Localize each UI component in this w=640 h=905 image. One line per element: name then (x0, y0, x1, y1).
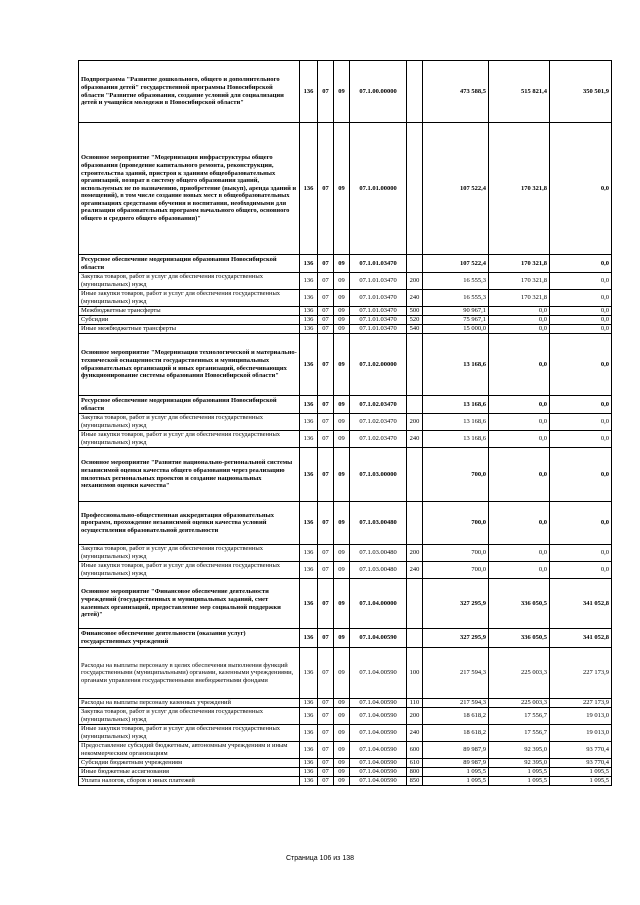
row-amount-year1-cell: 90 967,1 (423, 307, 489, 316)
row-amount-year3-cell: 19 013,0 (550, 708, 612, 725)
row-amount-year1-cell: 700,0 (423, 545, 489, 562)
row-subsection-cell: 09 (334, 316, 350, 325)
row-amount-year2-cell: 515 821,4 (489, 61, 550, 123)
row-grbs-cell: 136 (300, 396, 318, 414)
row-expense-type-cell: 520 (407, 316, 423, 325)
row-amount-year1-cell: 700,0 (423, 502, 489, 545)
row-section-cell: 07 (318, 708, 334, 725)
row-amount-year1-cell: 1 095,5 (423, 768, 489, 777)
row-section-cell: 07 (318, 725, 334, 742)
row-target-article-cell: 07.1.04.00590 (350, 629, 407, 648)
row-amount-year1-cell: 89 987,9 (423, 759, 489, 768)
row-expense-type-cell (407, 448, 423, 502)
row-section-cell: 07 (318, 123, 334, 255)
row-target-article-cell: 07.1.04.00590 (350, 699, 407, 708)
row-amount-year1-cell: 16 555,3 (423, 273, 489, 290)
row-amount-year3-cell: 227 173,9 (550, 699, 612, 708)
row-section-cell: 07 (318, 579, 334, 629)
row-target-article-cell: 07.1.01.03470 (350, 307, 407, 316)
row-name-cell: Иные закупки товаров, работ и услуг для обеспечения государственных (муниципальных) нужд (79, 290, 300, 307)
row-target-article-cell: 07.1.04.00590 (350, 648, 407, 699)
row-amount-year1-cell: 217 594,3 (423, 648, 489, 699)
row-grbs-cell: 136 (300, 708, 318, 725)
row-amount-year2-cell: 17 556,7 (489, 725, 550, 742)
row-amount-year2-cell: 1 095,5 (489, 768, 550, 777)
row-expense-type-cell: 240 (407, 725, 423, 742)
row-amount-year3-cell: 19 013,0 (550, 725, 612, 742)
row-grbs-cell: 136 (300, 448, 318, 502)
row-amount-year2-cell: 336 050,5 (489, 579, 550, 629)
row-grbs-cell: 136 (300, 699, 318, 708)
row-subsection-cell: 09 (334, 579, 350, 629)
row-target-article-cell: 07.1.02.03470 (350, 396, 407, 414)
row-name-cell: Закупка товаров, работ и услуг для обеспечения государственных (муниципальных) нужд (79, 708, 300, 725)
row-target-article-cell: 07.1.04.00590 (350, 742, 407, 759)
row-subsection-cell: 09 (334, 61, 350, 123)
row-subsection-cell: 09 (334, 708, 350, 725)
row-target-article-cell: 07.1.02.03470 (350, 431, 407, 448)
row-name-cell: Иные закупки товаров, работ и услуг для обеспечения государственных (муниципальных) нужд (79, 431, 300, 448)
row-amount-year2-cell: 0,0 (489, 545, 550, 562)
row-expense-type-cell: 200 (407, 273, 423, 290)
row-amount-year2-cell: 0,0 (489, 325, 550, 334)
row-amount-year3-cell: 0,0 (550, 307, 612, 316)
row-section-cell: 07 (318, 334, 334, 396)
table-row (79, 255, 612, 273)
table-row (79, 648, 612, 699)
row-amount-year3-cell: 0,0 (550, 123, 612, 255)
table-row (79, 579, 612, 629)
row-amount-year1-cell: 75 967,1 (423, 316, 489, 325)
row-expense-type-cell: 600 (407, 742, 423, 759)
row-name-cell: Основное мероприятие "Развитие национально-региональной системы независимой оценки качества общего образования через реализацию пилотных региональных проектов и создание национальных механизмов оценки качества" (79, 448, 300, 502)
row-expense-type-cell (407, 396, 423, 414)
row-subsection-cell: 09 (334, 699, 350, 708)
row-section-cell: 07 (318, 562, 334, 579)
row-amount-year3-cell: 0,0 (550, 414, 612, 431)
row-amount-year1-cell: 13 168,6 (423, 431, 489, 448)
row-section-cell: 07 (318, 629, 334, 648)
row-target-article-cell: 07.1.01.00000 (350, 123, 407, 255)
row-target-article-cell: 07.1.04.00590 (350, 725, 407, 742)
row-amount-year3-cell: 0,0 (550, 273, 612, 290)
row-amount-year3-cell: 0,0 (550, 545, 612, 562)
row-name-cell: Закупка товаров, работ и услуг для обеспечения государственных (муниципальных) нужд (79, 414, 300, 431)
row-expense-type-cell: 200 (407, 545, 423, 562)
table-body (79, 61, 612, 786)
table-row (79, 759, 612, 768)
row-amount-year1-cell: 18 618,2 (423, 708, 489, 725)
row-subsection-cell: 09 (334, 725, 350, 742)
row-section-cell: 07 (318, 777, 334, 786)
row-section-cell: 07 (318, 396, 334, 414)
table-row (79, 61, 612, 123)
row-target-article-cell: 07.1.04.00590 (350, 708, 407, 725)
row-section-cell: 07 (318, 61, 334, 123)
row-name-cell: Закупка товаров, работ и услуг для обеспечения государственных (муниципальных) нужд (79, 273, 300, 290)
row-section-cell: 07 (318, 448, 334, 502)
row-amount-year1-cell: 473 588,5 (423, 61, 489, 123)
row-expense-type-cell (407, 123, 423, 255)
row-target-article-cell: 07.1.03.00480 (350, 502, 407, 545)
row-target-article-cell: 07.1.01.03470 (350, 290, 407, 307)
row-name-cell: Подпрограмма "Развитие дошкольного, общего и дополнительного образования детей" государственной программы Новосибирской области "Развитие образования, создание условий для социализации детей и учащейся молодежи в Новосибирской области" (79, 61, 300, 123)
row-grbs-cell: 136 (300, 629, 318, 648)
table-row (79, 414, 612, 431)
row-name-cell: Иные закупки товаров, работ и услуг для обеспечения государственных (муниципальных) нужд (79, 725, 300, 742)
row-amount-year3-cell: 0,0 (550, 448, 612, 502)
row-target-article-cell: 07.1.04.00000 (350, 579, 407, 629)
row-section-cell: 07 (318, 255, 334, 273)
row-name-cell: Иные бюджетные ассигнования (79, 768, 300, 777)
row-grbs-cell: 136 (300, 759, 318, 768)
row-grbs-cell: 136 (300, 290, 318, 307)
row-amount-year1-cell: 107 522,4 (423, 123, 489, 255)
row-expense-type-cell: 200 (407, 708, 423, 725)
row-name-cell: Основное мероприятие "Финансовое обеспечение деятельности учреждений (государственных и муниципальных заданий, смет казенных организаций, предоставление мер социальной поддержки детей)" (79, 579, 300, 629)
row-amount-year3-cell: 0,0 (550, 562, 612, 579)
row-target-article-cell: 07.1.02.00000 (350, 334, 407, 396)
row-amount-year2-cell: 170 321,8 (489, 255, 550, 273)
row-amount-year1-cell: 700,0 (423, 562, 489, 579)
row-grbs-cell: 136 (300, 61, 318, 123)
row-name-cell: Ресурсное обеспечение модернизации образования Новосибирской области (79, 255, 300, 273)
row-expense-type-cell (407, 61, 423, 123)
row-subsection-cell: 09 (334, 414, 350, 431)
table-row (79, 325, 612, 334)
row-amount-year2-cell: 170 321,8 (489, 290, 550, 307)
row-amount-year3-cell: 1 095,5 (550, 777, 612, 786)
row-amount-year2-cell: 0,0 (489, 414, 550, 431)
row-expense-type-cell: 100 (407, 648, 423, 699)
row-amount-year3-cell: 0,0 (550, 290, 612, 307)
row-section-cell: 07 (318, 316, 334, 325)
row-expense-type-cell: 540 (407, 325, 423, 334)
row-amount-year2-cell: 225 003,3 (489, 648, 550, 699)
row-amount-year2-cell: 170 321,8 (489, 123, 550, 255)
row-section-cell: 07 (318, 414, 334, 431)
table-row (79, 742, 612, 759)
row-section-cell: 07 (318, 759, 334, 768)
row-amount-year3-cell: 227 173,9 (550, 648, 612, 699)
row-amount-year2-cell: 1 095,5 (489, 777, 550, 786)
row-section-cell: 07 (318, 768, 334, 777)
page-footer (0, 855, 640, 862)
row-target-article-cell: 07.1.03.00000 (350, 448, 407, 502)
row-target-article-cell: 07.1.01.03470 (350, 325, 407, 334)
row-target-article-cell: 07.1.00.00000 (350, 61, 407, 123)
row-subsection-cell: 09 (334, 290, 350, 307)
row-amount-year2-cell: 170 321,8 (489, 273, 550, 290)
row-name-cell: Закупка товаров, работ и услуг для обеспечения государственных (муниципальных) нужд (79, 545, 300, 562)
row-target-article-cell: 07.1.03.00480 (350, 545, 407, 562)
table-row (79, 699, 612, 708)
table-row (79, 545, 612, 562)
row-amount-year3-cell: 0,0 (550, 316, 612, 325)
row-section-cell: 07 (318, 648, 334, 699)
row-amount-year3-cell: 93 770,4 (550, 759, 612, 768)
row-expense-type-cell: 110 (407, 699, 423, 708)
row-expense-type-cell: 240 (407, 431, 423, 448)
row-target-article-cell: 07.1.04.00590 (350, 768, 407, 777)
table-row (79, 431, 612, 448)
row-subsection-cell: 09 (334, 123, 350, 255)
row-subsection-cell: 09 (334, 431, 350, 448)
row-section-cell: 07 (318, 699, 334, 708)
table-row (79, 777, 612, 786)
table-row (79, 768, 612, 777)
row-name-cell: Иные закупки товаров, работ и услуг для обеспечения государственных (муниципальных) нужд (79, 562, 300, 579)
row-section-cell: 07 (318, 273, 334, 290)
row-expense-type-cell: 850 (407, 777, 423, 786)
row-name-cell: Расходы на выплаты персоналу казенных учреждений (79, 699, 300, 708)
row-target-article-cell: 07.1.01.03470 (350, 316, 407, 325)
row-amount-year1-cell: 700,0 (423, 448, 489, 502)
table-row (79, 396, 612, 414)
row-amount-year1-cell: 16 555,3 (423, 290, 489, 307)
row-name-cell: Межбюджетные трансферты (79, 307, 300, 316)
row-amount-year2-cell: 0,0 (489, 448, 550, 502)
row-amount-year1-cell: 1 095,5 (423, 777, 489, 786)
row-amount-year2-cell: 0,0 (489, 307, 550, 316)
row-subsection-cell: 09 (334, 742, 350, 759)
row-expense-type-cell: 200 (407, 414, 423, 431)
row-subsection-cell: 09 (334, 255, 350, 273)
table-row (79, 273, 612, 290)
row-name-cell: Основное мероприятие "Модернизация инфраструктуры общего образования (проведение капитального ремонта, реконструкции, строительства зданий, пристроя к зданиям общеобразовательных организаций, возврат в систему общего образования зданий, используемых не по назначению, приобретение (выкуп), аренда зданий и помещений), в том числе создание новых мест в общеобразовательных организациях средствами обучения и воспитания, необходимыми для реализации образовательных программ начального общего, основного общего и среднего общего образования)" (79, 123, 300, 255)
row-expense-type-cell: 500 (407, 307, 423, 316)
row-target-article-cell: 07.1.01.03470 (350, 255, 407, 273)
row-grbs-cell: 136 (300, 307, 318, 316)
row-amount-year3-cell: 0,0 (550, 325, 612, 334)
row-subsection-cell: 09 (334, 629, 350, 648)
row-amount-year2-cell: 0,0 (489, 431, 550, 448)
row-amount-year1-cell: 327 295,9 (423, 579, 489, 629)
row-subsection-cell: 09 (334, 562, 350, 579)
row-name-cell: Расходы на выплаты персоналу в целях обеспечения выполнения функций государственными (муниципальными) органами, казенными учреждениями, органами управления государственными внебюджетными фондами (79, 648, 300, 699)
row-name-cell: Иные межбюджетные трансферты (79, 325, 300, 334)
row-amount-year1-cell: 15 000,0 (423, 325, 489, 334)
row-expense-type-cell: 610 (407, 759, 423, 768)
row-amount-year2-cell: 0,0 (489, 396, 550, 414)
row-section-cell: 07 (318, 290, 334, 307)
row-target-article-cell: 07.1.04.00590 (350, 777, 407, 786)
row-grbs-cell: 136 (300, 545, 318, 562)
row-amount-year2-cell: 92 395,0 (489, 759, 550, 768)
row-subsection-cell: 09 (334, 334, 350, 396)
row-section-cell: 07 (318, 307, 334, 316)
budget-table (78, 60, 612, 786)
row-subsection-cell: 09 (334, 648, 350, 699)
row-amount-year1-cell: 13 168,6 (423, 396, 489, 414)
row-amount-year2-cell: 92 395,0 (489, 742, 550, 759)
row-amount-year3-cell: 341 052,8 (550, 579, 612, 629)
row-grbs-cell: 136 (300, 768, 318, 777)
row-amount-year1-cell: 89 987,9 (423, 742, 489, 759)
row-section-cell: 07 (318, 325, 334, 334)
row-subsection-cell: 09 (334, 325, 350, 334)
row-expense-type-cell (407, 502, 423, 545)
row-expense-type-cell: 800 (407, 768, 423, 777)
row-amount-year1-cell: 217 594,3 (423, 699, 489, 708)
row-grbs-cell: 136 (300, 562, 318, 579)
row-amount-year1-cell: 327 295,9 (423, 629, 489, 648)
row-amount-year3-cell: 0,0 (550, 502, 612, 545)
row-amount-year3-cell: 0,0 (550, 396, 612, 414)
table-row (79, 290, 612, 307)
table-row (79, 316, 612, 325)
table-row (79, 123, 612, 255)
row-subsection-cell: 09 (334, 502, 350, 545)
row-amount-year1-cell: 13 168,6 (423, 414, 489, 431)
row-subsection-cell: 09 (334, 448, 350, 502)
table-row (79, 448, 612, 502)
row-name-cell: Основное мероприятие "Модернизация технологической и материально-технической оснащенности государственных и муниципальных образовательных организаций и иных организаций, обеспечивающих функционирование системы образования Новосибирской области" (79, 334, 300, 396)
row-name-cell: Ресурсное обеспечение модернизации образования Новосибирской области (79, 396, 300, 414)
row-amount-year1-cell: 13 168,6 (423, 334, 489, 396)
row-section-cell: 07 (318, 545, 334, 562)
row-amount-year2-cell: 336 050,5 (489, 629, 550, 648)
row-name-cell: Субсидии (79, 316, 300, 325)
row-expense-type-cell: 240 (407, 290, 423, 307)
row-amount-year2-cell: 0,0 (489, 334, 550, 396)
row-amount-year3-cell: 341 052,8 (550, 629, 612, 648)
row-grbs-cell: 136 (300, 579, 318, 629)
row-amount-year3-cell: 93 770,4 (550, 742, 612, 759)
row-target-article-cell: 07.1.04.00590 (350, 759, 407, 768)
row-amount-year2-cell: 17 556,7 (489, 708, 550, 725)
table-row (79, 725, 612, 742)
table-row (79, 307, 612, 316)
row-section-cell: 07 (318, 742, 334, 759)
row-grbs-cell: 136 (300, 431, 318, 448)
row-amount-year1-cell: 18 618,2 (423, 725, 489, 742)
row-name-cell: Субсидии бюджетным учреждениям (79, 759, 300, 768)
row-grbs-cell: 136 (300, 273, 318, 290)
row-amount-year2-cell: 0,0 (489, 502, 550, 545)
row-grbs-cell: 136 (300, 123, 318, 255)
row-target-article-cell: 07.1.02.03470 (350, 414, 407, 431)
row-name-cell: Уплата налогов, сборов и иных платежей (79, 777, 300, 786)
row-subsection-cell: 09 (334, 396, 350, 414)
row-grbs-cell: 136 (300, 334, 318, 396)
row-grbs-cell: 136 (300, 502, 318, 545)
row-name-cell: Финансовое обеспечение деятельности (оказания услуг) государственных учреждений (79, 629, 300, 648)
row-amount-year3-cell: 1 095,5 (550, 768, 612, 777)
row-expense-type-cell (407, 334, 423, 396)
row-target-article-cell: 07.1.01.03470 (350, 273, 407, 290)
row-grbs-cell: 136 (300, 414, 318, 431)
table-row (79, 629, 612, 648)
table-row (79, 334, 612, 396)
row-subsection-cell: 09 (334, 545, 350, 562)
row-section-cell: 07 (318, 502, 334, 545)
table-row (79, 502, 612, 545)
row-amount-year3-cell: 350 501,9 (550, 61, 612, 123)
row-expense-type-cell: 240 (407, 562, 423, 579)
row-name-cell: Профессионально-общественная аккредитация образовательных программ, прохождение независимой оценки качества условий осуществления образовательной деятельности (79, 502, 300, 545)
row-amount-year2-cell: 225 003,3 (489, 699, 550, 708)
row-expense-type-cell (407, 255, 423, 273)
row-grbs-cell: 136 (300, 316, 318, 325)
row-subsection-cell: 09 (334, 759, 350, 768)
row-grbs-cell: 136 (300, 648, 318, 699)
row-amount-year3-cell: 0,0 (550, 255, 612, 273)
row-grbs-cell: 136 (300, 255, 318, 273)
row-target-article-cell: 07.1.03.00480 (350, 562, 407, 579)
row-section-cell: 07 (318, 431, 334, 448)
row-expense-type-cell (407, 629, 423, 648)
page-number-label: Страница 106 из 138 (285, 855, 355, 862)
row-grbs-cell: 136 (300, 725, 318, 742)
row-grbs-cell: 136 (300, 742, 318, 759)
row-subsection-cell: 09 (334, 273, 350, 290)
row-grbs-cell: 136 (300, 325, 318, 334)
row-grbs-cell: 136 (300, 777, 318, 786)
table-row (79, 562, 612, 579)
row-amount-year3-cell: 0,0 (550, 334, 612, 396)
row-amount-year2-cell: 0,0 (489, 562, 550, 579)
row-subsection-cell: 09 (334, 768, 350, 777)
row-amount-year1-cell: 107 522,4 (423, 255, 489, 273)
row-name-cell: Предоставление субсидий бюджетным, автономным учреждениям и иным некоммерческим организациям (79, 742, 300, 759)
row-subsection-cell: 09 (334, 307, 350, 316)
row-amount-year2-cell: 0,0 (489, 316, 550, 325)
table-row (79, 708, 612, 725)
row-subsection-cell: 09 (334, 777, 350, 786)
row-amount-year3-cell: 0,0 (550, 431, 612, 448)
row-expense-type-cell (407, 579, 423, 629)
